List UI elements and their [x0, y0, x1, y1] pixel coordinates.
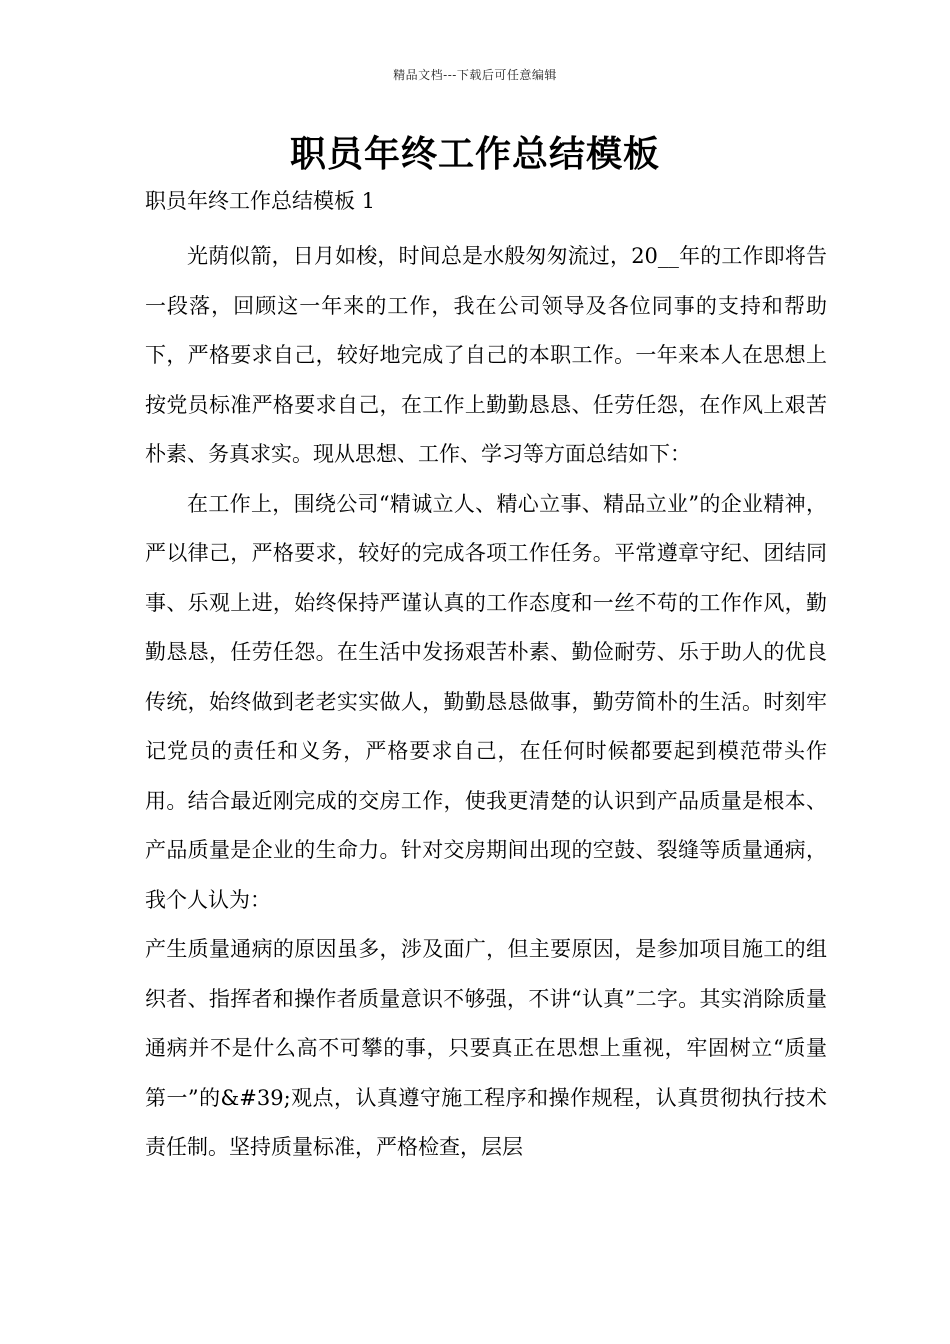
paragraph-2: 在工作上，围绕公司“精诚立人、精心立事、精品立业”的企业精神，严以律己，严格要求，较好的完成各项工作任务。平常遵章守纪、团结同事、乐观上进，始终保持严谨认真的工作态度和一丝不苟的工作作风，勤勤恳恳，任劳任怨。在生活中发扬艰苦朴素、勤俭耐劳、乐于助人的优良传统，始终做到老老实实做人，勤勤恳恳做事，勤劳简朴的生活。时刻牢记党员的责任和义务，严格要求自己，在任何时候都要起到模范带头作用。结合最近刚完成的交房工作，使我更清楚的认识到产品质量是根本、产品质量是企业的生命力。针对交房期间出现的空鼓、裂缝等质量通病，我个人认为：	[145, 491, 827, 912]
paragraph-3: 产生质量通病的原因虽多，涉及面广，但主要原因，是参加项目施工的组织者、指挥者和操作者质量意识不够强，不讲“认真”二字。其实消除质量通病并不是什么高不可攀的事，只要真正在思想上重视，牢固树立“质量第一”的&#39;观点，认真遵守施工程序和操作规程，认真贯彻执行技术责任制。坚持质量标准，严格检查，层层	[145, 937, 827, 1159]
header-note: 精品文档---下载后可任意编辑	[393, 68, 557, 82]
document-body	[145, 232, 827, 1173]
document-title: 职员年终工作总结模板	[289, 133, 660, 175]
paragraph-1: 光荫似箭，日月如梭，时间总是水般匆匆流过，20__年的工作即将告一段落，回顾这一年来的工作，我在公司领导及各位同事的支持和帮助下，严格要求自己，较好地完成了自己的本职工作。一年来本人在思想上按党员标准严格要求自己，在工作上勤勤恳恳、任劳任怨，在作风上艰苦朴素、务真求实。现从思想、工作、学习等方面总结如下：	[145, 244, 827, 466]
section-subtitle: 职员年终工作总结模板 1	[145, 189, 376, 213]
